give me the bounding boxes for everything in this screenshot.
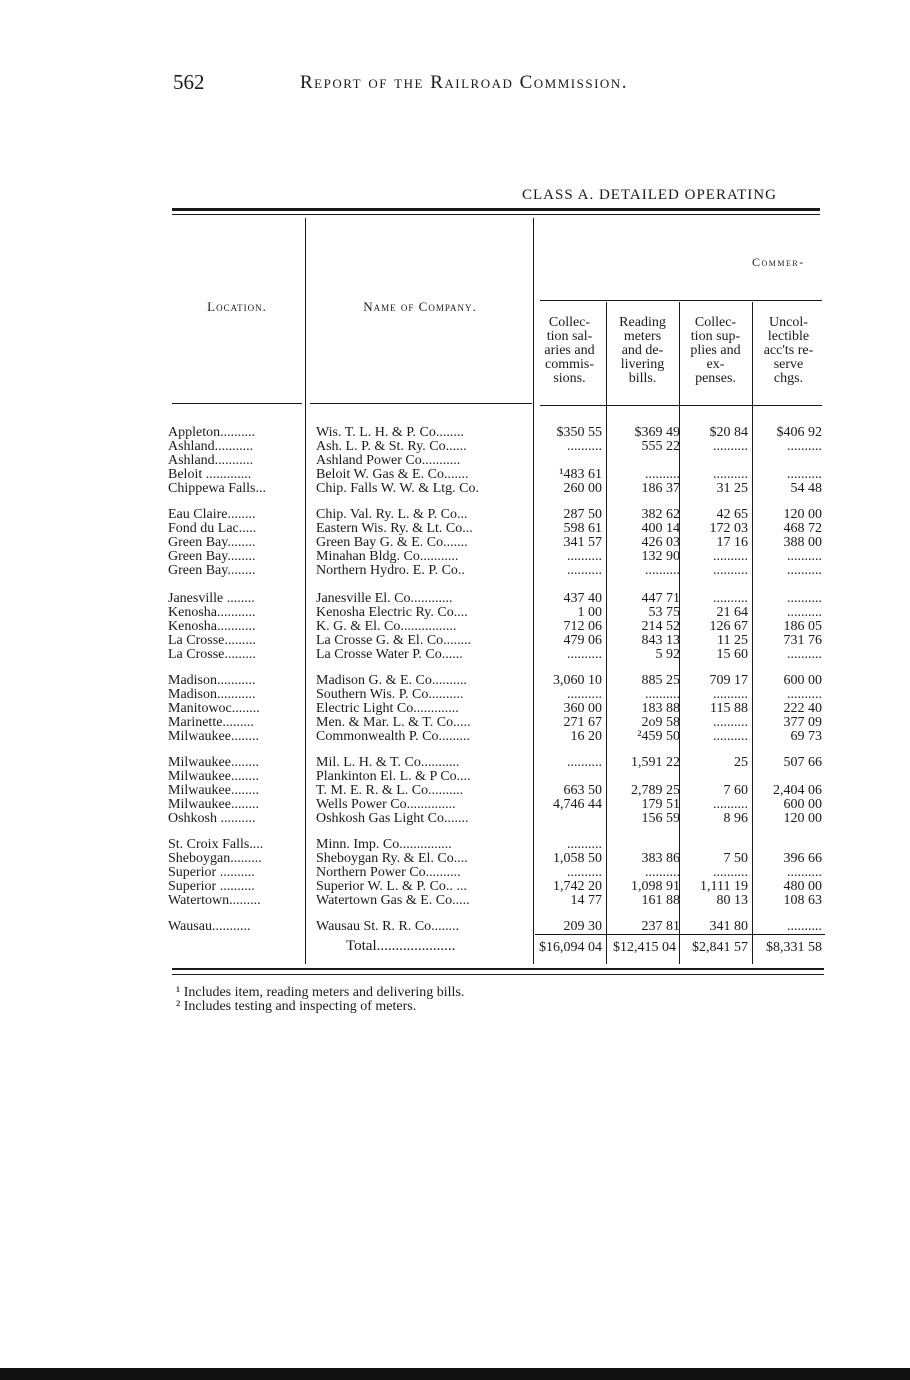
table-row xyxy=(168,838,828,851)
reading-meters-cell: 214 52 xyxy=(641,620,680,633)
location-cell: Madison........... xyxy=(168,674,256,687)
reading-meters-cell: 426 03 xyxy=(641,536,680,549)
location-cell: Milwaukee........ xyxy=(168,770,259,783)
company-cell: Watertown Gas & E. Co..... xyxy=(316,894,470,907)
collection-salaries-cell: 1,058 50 xyxy=(553,852,602,865)
collection-salaries-cell: 209 30 xyxy=(563,920,602,933)
collection-supplies-cell: .......... xyxy=(713,592,748,605)
company-cell: Madison G. & E. Co.......... xyxy=(316,674,467,687)
location-cell: Ashland........... xyxy=(168,440,254,453)
company-cell: Men. & Mar. L. & T. Co..... xyxy=(316,716,471,729)
location-cell: Chippewa Falls... xyxy=(168,482,266,495)
reading-meters-cell: 183 88 xyxy=(641,702,680,715)
company-cell: Eastern Wis. Ry. & Lt. Co... xyxy=(316,522,473,535)
collection-supplies-cell: 8 96 xyxy=(723,812,748,825)
location-cell: Manitowoc........ xyxy=(168,702,260,715)
table-row xyxy=(168,674,828,687)
reading-meters-cell: 1,591 22 xyxy=(631,756,680,769)
total-rule-left xyxy=(535,934,825,935)
class-heading: CLASS A. DETAILED OPERATING xyxy=(522,187,777,203)
reading-meters-cell: 237 81 xyxy=(641,920,680,933)
reading-meters-cell: 383 86 xyxy=(641,852,680,865)
table-row xyxy=(168,550,828,563)
total-collection-supplies: $2,841 57 xyxy=(692,940,748,955)
table-row xyxy=(168,702,828,715)
collection-salaries-cell: 260 00 xyxy=(563,482,602,495)
collection-supplies-cell: 31 25 xyxy=(716,482,748,495)
uncollectible-cell: 396 66 xyxy=(783,852,822,865)
company-cell: Minahan Bldg. Co........... xyxy=(316,550,459,563)
collection-supplies-cell: 7 50 xyxy=(723,852,748,865)
collection-supplies-cell: 11 25 xyxy=(717,634,748,647)
uncollectible-cell: 120 00 xyxy=(783,812,822,825)
company-cell: Commonwealth P. Co......... xyxy=(316,730,471,743)
table-row xyxy=(168,770,828,783)
collection-supplies-cell: 1,111 19 xyxy=(700,880,748,893)
location-cell: Marinette......... xyxy=(168,716,254,729)
collection-supplies-cell: 709 17 xyxy=(709,674,748,687)
location-cell: La Crosse......... xyxy=(168,648,256,661)
reading-meters-cell: 885 25 xyxy=(641,674,680,687)
reading-meters-cell: 2o9 58 xyxy=(641,716,680,729)
collection-supplies-header: Collec- tion sup- plies and ex- penses. xyxy=(690,315,741,386)
location-cell: La Crosse......... xyxy=(168,634,256,647)
location-cell: Appleton.......... xyxy=(168,426,256,439)
company-cell: Minn. Imp. Co............... xyxy=(316,838,452,851)
collection-supplies-cell: .......... xyxy=(713,688,748,701)
location-cell: Superior .......... xyxy=(168,866,255,879)
table-row xyxy=(168,866,828,879)
company-cell: T. M. E. R. & L. Co.......... xyxy=(316,784,464,797)
location-cell: Milwaukee........ xyxy=(168,798,259,811)
company-cell: Electric Light Co............. xyxy=(316,702,459,715)
collection-supplies-cell: 115 88 xyxy=(710,702,748,715)
collection-salaries-cell: 479 06 xyxy=(563,634,602,647)
location-cell: Sheboygan......... xyxy=(168,852,262,865)
collection-salaries-cell: $350 55 xyxy=(556,426,602,439)
uncollectible-cell: 468 72 xyxy=(783,522,822,535)
table-row xyxy=(168,756,828,769)
table-row xyxy=(168,730,828,743)
collection-supplies-cell: .......... xyxy=(713,866,748,879)
collection-salaries-cell: .......... xyxy=(567,550,602,563)
company-cell: Kenosha Electric Ry. Co.... xyxy=(316,606,468,619)
table-row xyxy=(168,508,828,521)
reading-meters-cell: 382 62 xyxy=(641,508,680,521)
table-row xyxy=(168,798,828,811)
location-cell: Superior .......... xyxy=(168,880,255,893)
reading-meters-cell: 2,789 25 xyxy=(631,784,680,797)
location-cell: Milwaukee........ xyxy=(168,784,259,797)
reading-meters-cell: .......... xyxy=(645,866,680,879)
collection-salaries-cell: 712 06 xyxy=(563,620,602,633)
table-row xyxy=(168,522,828,535)
company-cell: Wausau St. R. R. Co........ xyxy=(316,920,460,933)
collection-supplies-cell: 80 13 xyxy=(716,894,748,907)
collection-salaries-cell: 663 50 xyxy=(563,784,602,797)
location-cell: Oshkosh .......... xyxy=(168,812,256,825)
location-cell: St. Croix Falls.... xyxy=(168,838,264,851)
collection-supplies-cell: 7 60 xyxy=(723,784,748,797)
company-cell: Northern Power Co.......... xyxy=(316,866,461,879)
collection-salaries-cell: 598 61 xyxy=(563,522,602,535)
commercial-group-label: Commer- xyxy=(752,255,805,269)
collection-supplies-cell: 17 16 xyxy=(716,536,748,549)
collection-salaries-cell: .......... xyxy=(567,756,602,769)
collection-supplies-cell: 172 03 xyxy=(709,522,748,535)
collection-salaries-cell: 271 67 xyxy=(563,716,602,729)
uncollectible-cell: 377 09 xyxy=(783,716,822,729)
reading-meters-cell: .......... xyxy=(645,688,680,701)
collection-supplies-cell: 25 xyxy=(734,756,748,769)
scan-edge-bar xyxy=(0,1368,910,1380)
collection-supplies-cell: .......... xyxy=(713,468,748,481)
company-cell: Northern Hydro. E. P. Co.. xyxy=(316,564,465,577)
company-cell: Superior W. L. & P. Co.. ... xyxy=(316,880,467,893)
table-row xyxy=(168,784,828,797)
reading-meters-cell: 555 22 xyxy=(641,440,680,453)
uncollectible-cell: 186 05 xyxy=(783,620,822,633)
collection-salaries-cell: 437 40 xyxy=(563,592,602,605)
collection-salaries-cell: 341 57 xyxy=(563,536,602,549)
collection-salaries-cell: 16 20 xyxy=(570,730,602,743)
table-row xyxy=(168,606,828,619)
uncollectible-cell: $406 92 xyxy=(776,426,822,439)
reading-meters-cell: 1,098 91 xyxy=(631,880,680,893)
location-cell: Kenosha........... xyxy=(168,620,256,633)
uncollectible-cell: 388 00 xyxy=(783,536,822,549)
table-row xyxy=(168,468,828,481)
total-uncollectible: $8,331 58 xyxy=(766,940,822,955)
uncollectible-cell: 54 48 xyxy=(790,482,822,495)
collection-supplies-cell: 21 64 xyxy=(716,606,748,619)
uncollectible-cell: .......... xyxy=(787,550,822,563)
location-cell: Kenosha........... xyxy=(168,606,256,619)
reading-meters-cell: ²459 50 xyxy=(637,730,680,743)
reading-meters-cell: 186 37 xyxy=(641,482,680,495)
uncollectible-cell: 108 63 xyxy=(783,894,822,907)
table-row xyxy=(168,620,828,633)
location-cell: Milwaukee........ xyxy=(168,756,259,769)
total-collection-salaries: $16,094 04 xyxy=(539,940,602,955)
location-cell: Milwaukee........ xyxy=(168,730,259,743)
uncollectible-cell: 222 40 xyxy=(783,702,822,715)
collection-supplies-cell: 42 65 xyxy=(716,508,748,521)
collection-salaries-cell: ¹483 61 xyxy=(559,468,602,481)
uncollectible-cell: .......... xyxy=(787,564,822,577)
top-rule-thick xyxy=(172,208,820,211)
table-row xyxy=(168,440,828,453)
table-row xyxy=(168,812,828,825)
uncollectible-cell: .......... xyxy=(787,688,822,701)
company-cell: K. G. & El. Co................ xyxy=(316,620,457,633)
company-cell: Green Bay G. & E. Co....... xyxy=(316,536,468,549)
uncollectible-cell: .......... xyxy=(787,592,822,605)
company-cell: Sheboygan Ry. & El. Co.... xyxy=(316,852,468,865)
company-cell: Oshkosh Gas Light Co....... xyxy=(316,812,469,825)
reading-meters-cell: 447 71 xyxy=(641,592,680,605)
company-cell: Janesville El. Co............ xyxy=(316,592,453,605)
uncollectible-cell: 600 00 xyxy=(783,674,822,687)
company-cell: Southern Wis. P. Co.......... xyxy=(316,688,464,701)
footnote-2: ² Includes testing and inspecting of meters. xyxy=(176,999,417,1014)
collection-salaries-cell: 3,060 10 xyxy=(553,674,602,687)
table-row xyxy=(168,688,828,701)
location-cell: Eau Claire........ xyxy=(168,508,256,521)
collection-supplies-cell: .......... xyxy=(713,550,748,563)
location-cell: Green Bay........ xyxy=(168,564,256,577)
group-rule xyxy=(540,300,822,301)
collection-salaries-cell: 287 50 xyxy=(563,508,602,521)
top-rule-thin xyxy=(172,214,820,215)
location-cell: Green Bay........ xyxy=(168,536,256,549)
collection-supplies-cell: .......... xyxy=(713,798,748,811)
running-head: Report of the Railroad Commission. xyxy=(300,72,628,93)
table-row xyxy=(168,426,828,439)
collection-supplies-cell: .......... xyxy=(713,564,748,577)
table-row xyxy=(168,564,828,577)
company-cell: La Crosse Water P. Co...... xyxy=(316,648,463,661)
collection-supplies-cell: $20 84 xyxy=(709,426,748,439)
collection-supplies-cell: .......... xyxy=(713,440,748,453)
total-label: Total..................... xyxy=(346,938,456,954)
company-cell: Ashland Power Co........... xyxy=(316,454,461,467)
table-row xyxy=(168,482,828,495)
footnote-1: ¹ Includes item, reading meters and delivering bills. xyxy=(176,985,465,1000)
collection-salaries-cell: 360 00 xyxy=(563,702,602,715)
header-rule-company xyxy=(310,403,532,404)
company-header: Name of Company. xyxy=(363,299,477,314)
uncollectible-cell: .......... xyxy=(787,866,822,879)
reading-meters-cell: 53 75 xyxy=(648,606,680,619)
collection-salaries-header: Collec- tion sal- aries and commis- sions. xyxy=(544,315,595,386)
table-row xyxy=(168,454,828,467)
company-cell: Plankinton El. L. & P Co.... xyxy=(316,770,471,783)
collection-supplies-cell: 15 60 xyxy=(716,648,748,661)
reading-meters-cell: 132 90 xyxy=(641,550,680,563)
reading-meters-cell: 179 51 xyxy=(641,798,680,811)
table-row xyxy=(168,852,828,865)
collection-salaries-cell: .......... xyxy=(567,564,602,577)
location-header: Location. xyxy=(207,299,267,314)
company-cell: Mil. L. H. & T. Co........... xyxy=(316,756,460,769)
location-cell: Wausau........... xyxy=(168,920,251,933)
collection-salaries-cell: .......... xyxy=(567,866,602,879)
table-row xyxy=(168,894,828,907)
collection-salaries-cell: 1,742 20 xyxy=(553,880,602,893)
header-rule-location xyxy=(172,403,302,404)
table-row xyxy=(168,920,828,933)
collection-supplies-cell: 126 67 xyxy=(709,620,748,633)
uncollectible-cell: 507 66 xyxy=(783,756,822,769)
collection-salaries-cell: 1 00 xyxy=(577,606,602,619)
reading-meters-cell: 843 13 xyxy=(641,634,680,647)
location-cell: Green Bay........ xyxy=(168,550,256,563)
table-row xyxy=(168,536,828,549)
company-cell: Beloit W. Gas & E. Co....... xyxy=(316,468,469,481)
uncollectible-header: Uncol- lectible acc'ts re- serve chgs. xyxy=(763,315,814,386)
table-row xyxy=(168,716,828,729)
reading-meters-cell: $369 49 xyxy=(634,426,680,439)
table-row xyxy=(168,648,828,661)
location-cell: Watertown......... xyxy=(168,894,261,907)
collection-salaries-cell: 4,746 44 xyxy=(553,798,602,811)
collection-salaries-cell: .......... xyxy=(567,648,602,661)
location-cell: Beloit ............. xyxy=(168,468,252,481)
collection-salaries-cell: .......... xyxy=(567,440,602,453)
reading-meters-cell: 5 92 xyxy=(655,648,680,661)
table-row xyxy=(168,880,828,893)
collection-supplies-cell: .......... xyxy=(713,730,748,743)
location-cell: Janesville ........ xyxy=(168,592,255,605)
uncollectible-cell: .......... xyxy=(787,440,822,453)
bottom-rule-thick xyxy=(172,968,824,970)
uncollectible-cell: .......... xyxy=(787,468,822,481)
company-cell: Wis. T. L. H. & P. Co........ xyxy=(316,426,464,439)
page-number: 562 xyxy=(173,70,205,94)
table-row xyxy=(168,634,828,647)
collection-salaries-cell: .......... xyxy=(567,688,602,701)
bottom-rule-thin xyxy=(172,974,824,975)
company-cell: Wells Power Co.............. xyxy=(316,798,456,811)
reading-meters-cell: .......... xyxy=(645,564,680,577)
uncollectible-cell: 120 00 xyxy=(783,508,822,521)
uncollectible-cell: 731 76 xyxy=(783,634,822,647)
reading-meters-cell: 400 14 xyxy=(641,522,680,535)
reading-meters-header: Reading meters and de- livering bills. xyxy=(619,315,666,386)
uncollectible-cell: .......... xyxy=(787,648,822,661)
location-cell: Fond du Lac..... xyxy=(168,522,257,535)
uncollectible-cell: 69 73 xyxy=(790,730,822,743)
header-rule-values xyxy=(540,405,822,406)
reading-meters-cell: 156 59 xyxy=(641,812,680,825)
collection-supplies-cell: 341 80 xyxy=(709,920,748,933)
uncollectible-cell: 600 00 xyxy=(783,798,822,811)
table-row xyxy=(168,592,828,605)
total-reading-meters: $12,415 04 xyxy=(613,940,676,955)
uncollectible-cell: 480 00 xyxy=(783,880,822,893)
location-cell: Ashland........... xyxy=(168,454,254,467)
company-cell: Chip. Val. Ry. L. & P. Co... xyxy=(316,508,468,521)
collection-salaries-cell: 14 77 xyxy=(570,894,602,907)
reading-meters-cell: .......... xyxy=(645,468,680,481)
reading-meters-cell: 161 88 xyxy=(641,894,680,907)
uncollectible-cell: 2,404 06 xyxy=(773,784,822,797)
company-cell: Chip. Falls W. W. & Ltg. Co. xyxy=(316,482,479,495)
uncollectible-cell: .......... xyxy=(787,920,822,933)
company-cell: Ash. L. P. & St. Ry. Co...... xyxy=(316,440,467,453)
location-cell: Madison........... xyxy=(168,688,256,701)
uncollectible-cell: .......... xyxy=(787,606,822,619)
company-cell: La Crosse G. & El. Co........ xyxy=(316,634,472,647)
collection-supplies-cell: .......... xyxy=(713,716,748,729)
collection-salaries-cell: .......... xyxy=(567,838,602,851)
